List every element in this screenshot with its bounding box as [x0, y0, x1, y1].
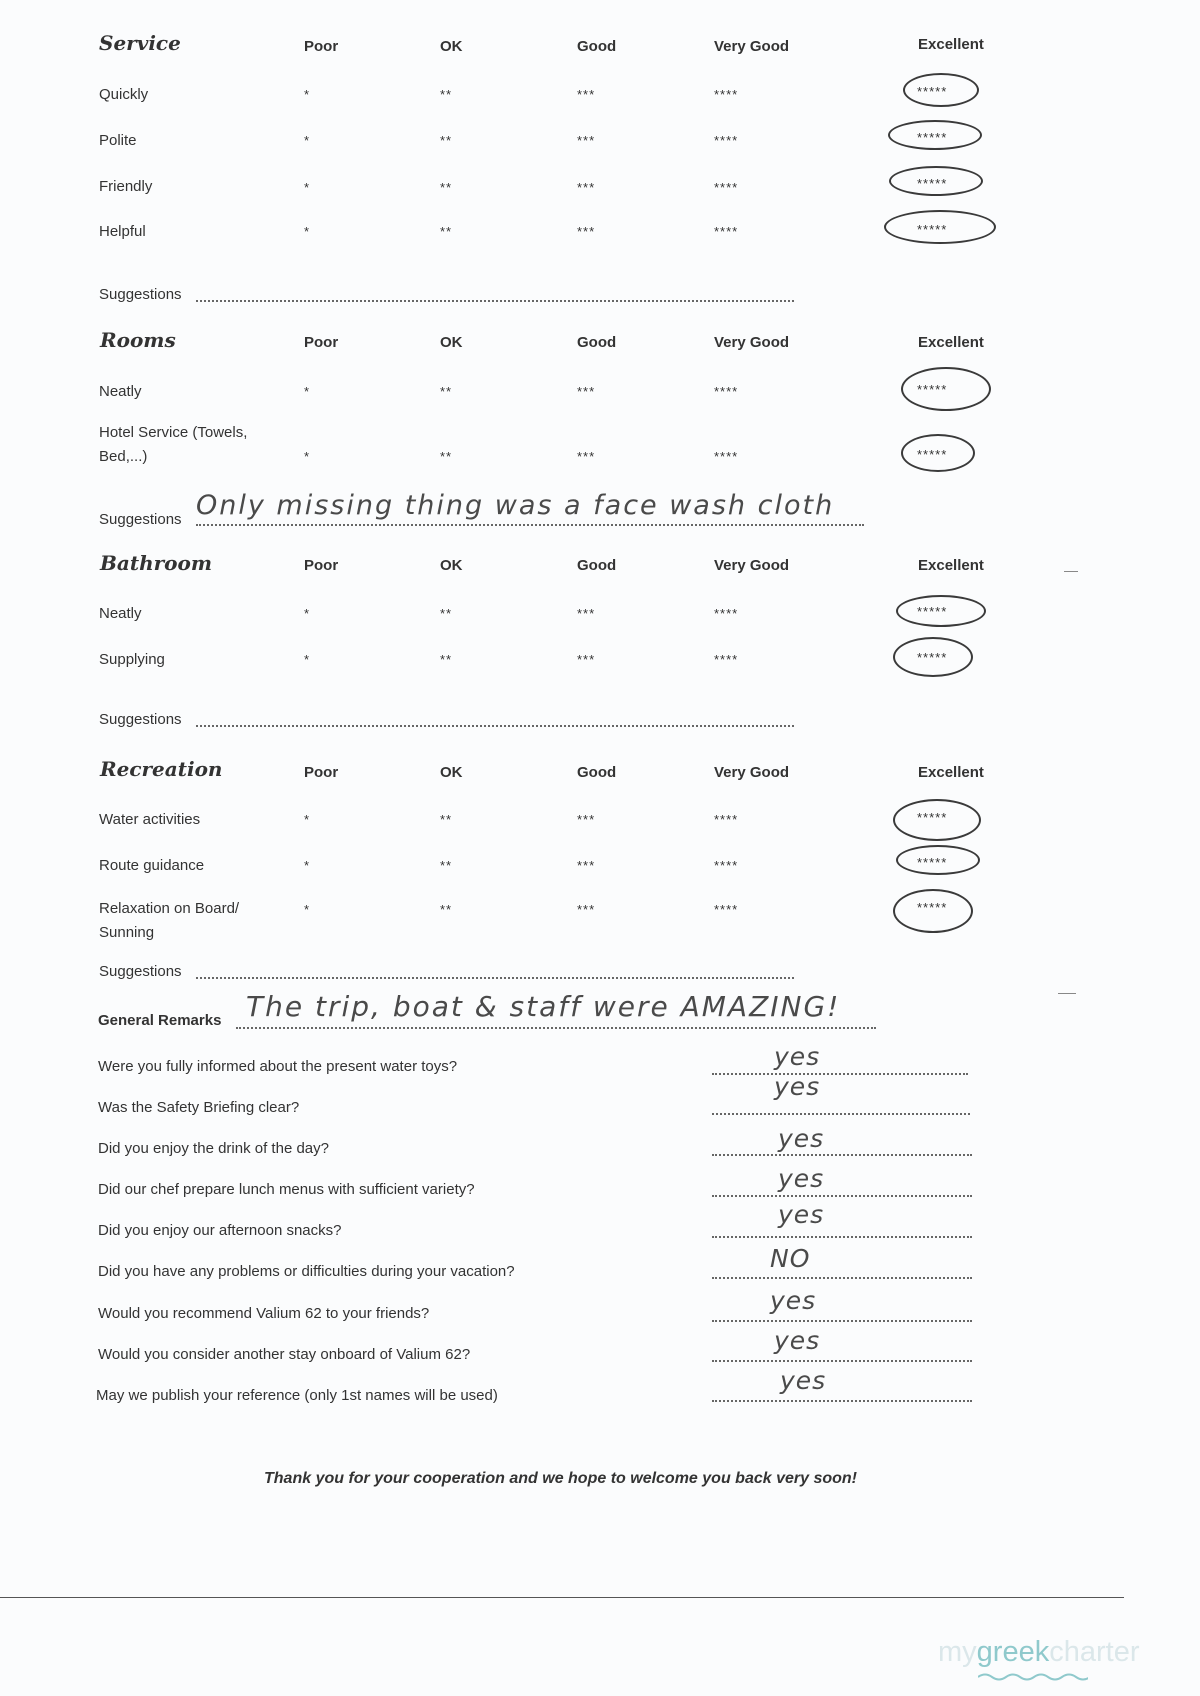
rating-very-good[interactable]: **** [714, 812, 739, 827]
rating-poor[interactable]: * [304, 224, 311, 239]
column-header-poor: Poor [304, 557, 339, 574]
column-header-very-good: Very Good [714, 334, 790, 351]
suggestions-line[interactable] [196, 725, 794, 727]
rating-good[interactable]: *** [577, 858, 596, 873]
answer-handwritten: NO [770, 1244, 811, 1273]
rating-excellent[interactable]: ***** [917, 604, 948, 619]
question-text: Did you enjoy our afternoon snacks? [98, 1222, 342, 1239]
rating-good[interactable]: *** [577, 180, 596, 195]
suggestions-label: Suggestions [99, 711, 182, 728]
rating-poor[interactable]: * [304, 384, 311, 399]
row-label: Helpful [99, 223, 146, 240]
suggestions-line[interactable] [196, 300, 794, 302]
suggestions-label: Suggestions [99, 963, 182, 980]
question-text: Would you consider another stay onboard of Valium 62? [98, 1346, 471, 1363]
question-text: Did you have any problems or difficulties during your vacation? [98, 1263, 515, 1280]
rating-good[interactable]: *** [577, 87, 596, 102]
rating-poor[interactable]: * [304, 652, 311, 667]
section-title-bathroom: Bathroom [100, 551, 213, 575]
answer-handwritten: yes [774, 1326, 821, 1355]
question-text: Did our chef prepare lunch menus with sufficient variety? [98, 1181, 475, 1198]
column-header-ok: OK [440, 334, 463, 351]
rating-ok[interactable]: ** [440, 858, 453, 873]
row-label: Neatly [99, 383, 142, 400]
row-label: Route guidance [99, 857, 205, 874]
rating-ok[interactable]: ** [440, 606, 453, 621]
rating-ok[interactable]: ** [440, 133, 453, 148]
answer-handwritten: yes [778, 1124, 825, 1153]
rating-poor[interactable]: * [304, 606, 311, 621]
scan-mark [1058, 993, 1076, 994]
row-label: Quickly [99, 86, 149, 103]
rating-poor[interactable]: * [304, 812, 311, 827]
rating-excellent[interactable]: ***** [917, 222, 948, 237]
column-header-good: Good [577, 764, 617, 781]
column-header-ok: OK [440, 38, 463, 55]
rating-very-good[interactable]: **** [714, 224, 739, 239]
answer-line[interactable] [712, 1400, 972, 1402]
watermark-brand: greek [976, 1636, 1050, 1668]
answer-line[interactable] [712, 1360, 972, 1362]
rating-excellent[interactable]: ***** [917, 176, 948, 191]
rating-ok[interactable]: ** [440, 224, 453, 239]
rating-very-good[interactable]: **** [714, 858, 739, 873]
watermark-logo [938, 1636, 1139, 1669]
section-title-service: Service [99, 31, 181, 55]
general-remarks-handwritten-text: The trip, boat & staff were AMAZING! [246, 990, 841, 1023]
rating-poor[interactable]: * [304, 133, 311, 148]
column-header-very-good: Very Good [714, 38, 790, 55]
answer-handwritten: yes [780, 1366, 827, 1395]
answer-handwritten: yes [774, 1072, 821, 1101]
column-header-excellent: Excellent [918, 557, 984, 574]
rating-excellent[interactable]: ***** [917, 810, 948, 825]
answer-line[interactable] [712, 1113, 970, 1115]
question-text: Did you enjoy the drink of the day? [98, 1140, 329, 1157]
answer-handwritten: yes [770, 1286, 817, 1315]
rating-very-good[interactable]: **** [714, 133, 739, 148]
row-label: Hotel Service (Towels, Bed,...) [99, 424, 248, 465]
question-text: May we publish your reference (only 1st names will be used) [96, 1387, 498, 1404]
rating-excellent[interactable]: ***** [917, 447, 948, 462]
rating-very-good[interactable]: **** [714, 87, 739, 102]
rating-very-good[interactable]: **** [714, 180, 739, 195]
rating-excellent[interactable]: ***** [917, 855, 948, 870]
rating-good[interactable]: *** [577, 652, 596, 667]
rating-excellent[interactable]: ***** [917, 84, 948, 99]
rating-ok[interactable]: ** [440, 902, 453, 917]
closing-message: Thank you for your cooperation and we hope to welcome you back very soon! [264, 1470, 857, 1487]
suggestions-label: Suggestions [99, 286, 182, 303]
answer-handwritten: yes [778, 1164, 825, 1193]
answer-line[interactable] [712, 1320, 972, 1322]
section-title-recreation: Recreation [100, 757, 223, 781]
page-divider [0, 1597, 1124, 1598]
rating-ok[interactable]: ** [440, 652, 453, 667]
rating-very-good[interactable]: **** [714, 652, 739, 667]
answer-line[interactable] [712, 1073, 968, 1075]
rating-very-good[interactable]: **** [714, 606, 739, 621]
scan-mark [1064, 571, 1078, 572]
rating-excellent[interactable]: ***** [917, 382, 948, 397]
rating-good[interactable]: *** [577, 384, 596, 399]
rating-very-good[interactable]: **** [714, 384, 739, 399]
rating-ok[interactable]: ** [440, 812, 453, 827]
rating-ok[interactable]: ** [440, 384, 453, 399]
rating-ok[interactable]: ** [440, 449, 453, 464]
rating-very-good[interactable]: **** [714, 902, 739, 917]
column-header-very-good: Very Good [714, 557, 790, 574]
rating-poor[interactable]: * [304, 449, 311, 464]
rating-excellent[interactable]: ***** [917, 130, 948, 145]
suggestions-line[interactable] [196, 977, 794, 979]
column-header-poor: Poor [304, 38, 339, 55]
rating-ok[interactable]: ** [440, 180, 453, 195]
section-title-rooms: Rooms [100, 328, 176, 352]
rating-excellent[interactable]: ***** [917, 650, 948, 665]
row-label: Neatly [99, 605, 142, 622]
rating-good[interactable]: *** [577, 606, 596, 621]
column-header-poor: Poor [304, 764, 339, 781]
suggestions-label: Suggestions [99, 511, 182, 528]
column-header-good: Good [577, 557, 617, 574]
column-header-good: Good [577, 334, 617, 351]
column-header-excellent: Excellent [918, 36, 984, 53]
general-remarks-line[interactable] [236, 1027, 876, 1029]
wave-icon [978, 1672, 1088, 1682]
question-text: Was the Safety Briefing clear? [98, 1099, 300, 1116]
answer-handwritten: yes [774, 1042, 821, 1071]
row-label: Polite [99, 132, 137, 149]
row-label: Friendly [99, 178, 153, 195]
rating-poor[interactable]: * [304, 858, 311, 873]
rating-good[interactable]: *** [577, 902, 596, 917]
row-label: Supplying [99, 651, 165, 668]
answer-line[interactable] [712, 1195, 972, 1197]
question-text: Would you recommend Valium 62 to your friends? [98, 1305, 430, 1322]
column-header-excellent: Excellent [918, 764, 984, 781]
column-header-good: Good [577, 38, 617, 55]
rating-poor[interactable]: * [304, 87, 311, 102]
column-header-poor: Poor [304, 334, 339, 351]
rating-good[interactable]: *** [577, 224, 596, 239]
rating-poor[interactable]: * [304, 902, 311, 917]
rating-good[interactable]: *** [577, 449, 596, 464]
column-header-ok: OK [440, 764, 463, 781]
column-header-ok: OK [440, 557, 463, 574]
suggestions-line[interactable] [196, 524, 864, 526]
row-label: Water activities [99, 811, 201, 828]
rating-good[interactable]: *** [577, 133, 596, 148]
answer-line[interactable] [712, 1154, 972, 1156]
answer-handwritten: yes [778, 1200, 825, 1229]
answer-line[interactable] [712, 1277, 972, 1279]
rating-poor[interactable]: * [304, 180, 311, 195]
watermark-prefix: my [938, 1636, 977, 1668]
rating-ok[interactable]: ** [440, 87, 453, 102]
row-label: Relaxation on Board/ Sunning [99, 900, 240, 941]
general-remarks-label: General Remarks [98, 1012, 222, 1029]
column-header-very-good: Very Good [714, 764, 790, 781]
rating-excellent[interactable]: ***** [917, 900, 948, 915]
rating-good[interactable]: *** [577, 812, 596, 827]
answer-line[interactable] [712, 1236, 972, 1238]
question-text: Were you fully informed about the present water toys? [98, 1058, 458, 1075]
column-header-excellent: Excellent [918, 334, 984, 351]
suggestions-handwritten-text: Only missing thing was a face wash cloth [196, 490, 835, 521]
watermark-suffix: charter [1049, 1636, 1140, 1668]
rating-very-good[interactable]: **** [714, 449, 739, 464]
